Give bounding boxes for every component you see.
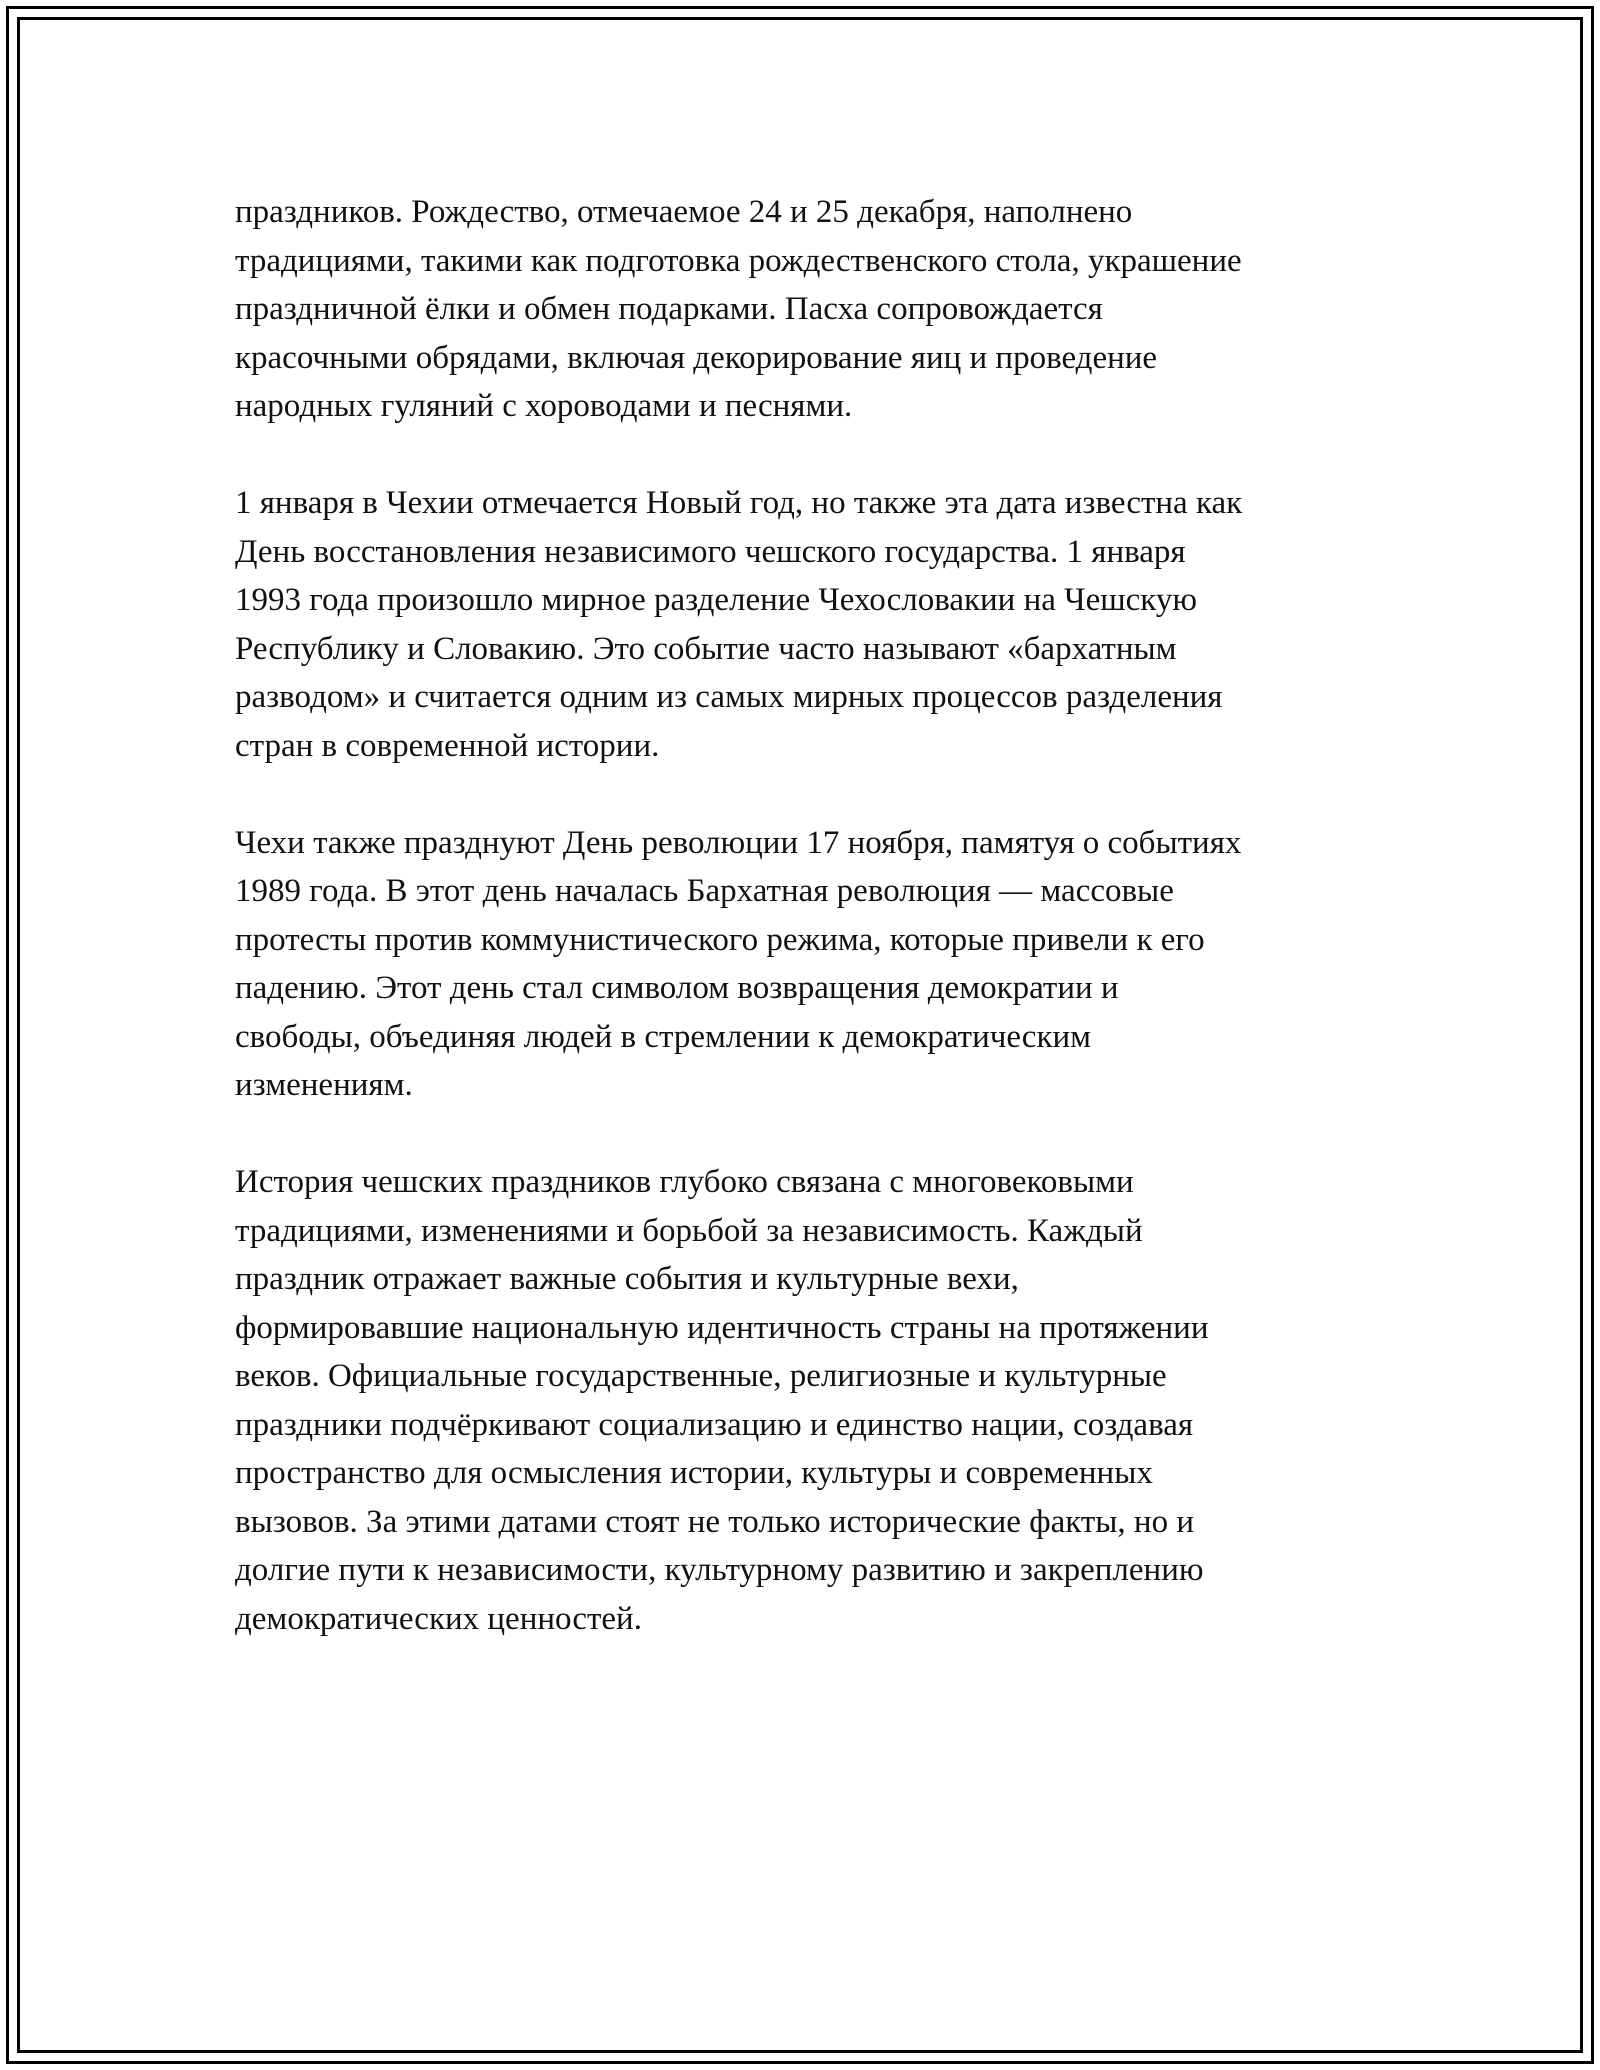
document-body xyxy=(235,188,1415,1692)
paragraph-christmas-easter: праздников. Рождество, отмечаемое 24 и 25 декабря, наполнено традициями, такими как подготовка рождественского стола, украшение праздничной ёлки и обмен подарками. Пасха сопровождается красочными обрядами, включая декорирование яиц и проведение народных гуляний с хороводами и песнями. xyxy=(235,194,1242,424)
paragraph-new-year-independence: 1 января в Чехии отмечается Новый год, но также эта дата известна как День восстановления независимого чешского государства. 1 января 1993 года произошло мирное разделение Чехословакии на Чешскую Республику и Словакию. Это событие часто называют «бархатным разводом» и считается одним из самых мирных процессов разделения стран в современной истории. xyxy=(235,485,1243,764)
paragraph-velvet-revolution: Чехи также празднуют День революции 17 ноября, памятуя о событиях 1989 года. В этот день началась Бархатная революция — массовые протесты против коммунистического режима, которые привели к его падению. Этот день стал символом возвращения демократии и свободы, объединяя людей в стремлении к демократическим изменениям. xyxy=(235,824,1242,1103)
paragraph-history-summary: История чешских праздников глубоко связана с многовековыми традициями, изменениями и борьбой за независимость. Каждый праздник отражает важные события и культурные вехи, формировавшие национальную идентичность страны на протяжении веков. Официальные государственные, религиозные и культурные праздники подчёркивают социализацию и единство нации, создавая пространство для осмысления истории, культуры и современных вызовов. За этими датами стоят не только исторические факты, но и долгие пути к независимости, культурному развитию и закреплению демократических ценностей. xyxy=(235,1164,1209,1637)
